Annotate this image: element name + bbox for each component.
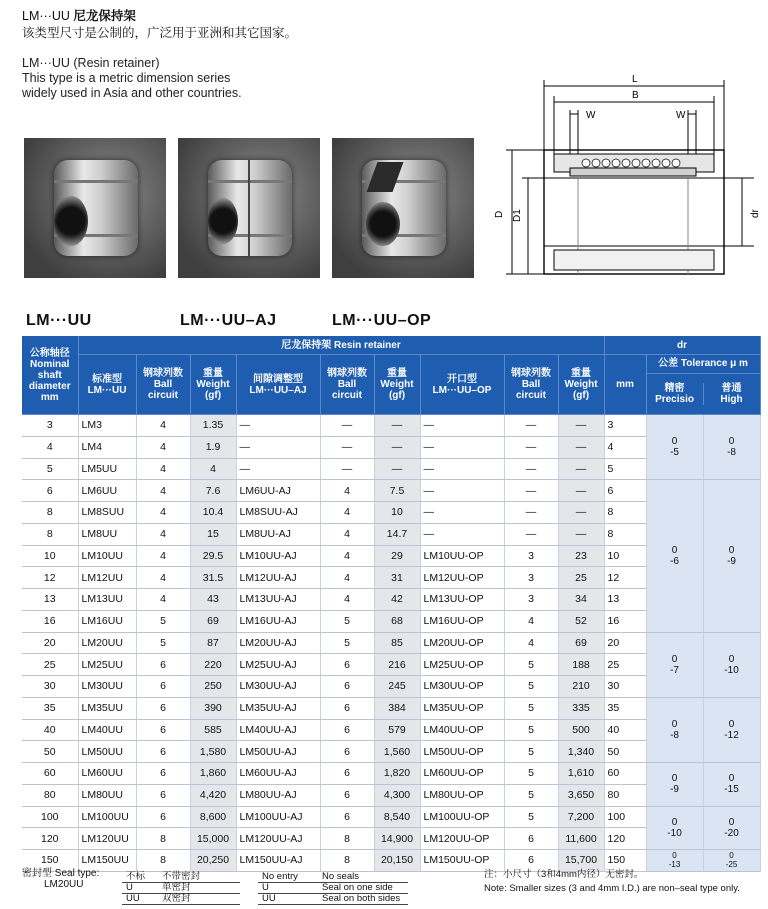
- cell: LM8UU-AJ: [236, 523, 320, 545]
- en-line-2: widely used in Asia and other countries.: [22, 86, 242, 100]
- cell: 12: [604, 567, 646, 589]
- cell: —: [420, 458, 504, 480]
- cell: 42: [374, 589, 420, 611]
- tolerance-precision: 0 -9: [646, 763, 703, 807]
- cell: 1,820: [374, 763, 420, 785]
- cell: 4: [136, 567, 190, 589]
- cell: 31.5: [190, 567, 236, 589]
- cell: 6: [136, 697, 190, 719]
- cell: 5: [22, 458, 78, 480]
- cell: —: [504, 458, 558, 480]
- cell: 245: [374, 676, 420, 698]
- cell: 6: [136, 806, 190, 828]
- cell: LM80UU-OP: [420, 784, 504, 806]
- cell: LM20UU: [78, 632, 136, 654]
- cell: 60: [22, 763, 78, 785]
- dim-dr: dr: [750, 209, 761, 218]
- dim-D1: D1: [512, 209, 523, 222]
- cell: 6: [504, 850, 558, 872]
- tolerance-precision: 0 -8: [646, 697, 703, 762]
- cell: 80: [22, 784, 78, 806]
- seal-table-en: No entry No seals U Seal on one side UU Seal on both sides: [258, 872, 408, 905]
- cell: LM25UU-OP: [420, 654, 504, 676]
- cell: 15: [190, 523, 236, 545]
- cell: LM120UU: [78, 828, 136, 850]
- cell: LM20UU-AJ: [236, 632, 320, 654]
- cell: 5: [504, 719, 558, 741]
- cell: 6: [320, 697, 374, 719]
- cell: LM150UU: [78, 850, 136, 872]
- col-shaft-diameter: 公称轴径 Nominal shaft diameter mm: [22, 336, 78, 415]
- cell: 8: [320, 850, 374, 872]
- cell: 5: [136, 610, 190, 632]
- cell: 8: [604, 523, 646, 545]
- cell: LM10UU: [78, 545, 136, 567]
- table-row: [22, 806, 760, 828]
- cell: —: [420, 523, 504, 545]
- cell: —: [420, 480, 504, 502]
- tolerance-precision: 0 -10: [646, 806, 703, 850]
- col-weight-3: 重量 Weight (gf): [558, 355, 604, 415]
- cell: —: [504, 523, 558, 545]
- cell: 5: [504, 784, 558, 806]
- cell: 8: [22, 523, 78, 545]
- cell: 6: [320, 741, 374, 763]
- cell: LM60UU: [78, 763, 136, 785]
- tolerance-high: 0 -25: [703, 850, 760, 872]
- cell: 34: [558, 589, 604, 611]
- cell: LM25UU: [78, 654, 136, 676]
- cell: 25: [558, 567, 604, 589]
- cell: 35: [604, 697, 646, 719]
- cell: LM35UU-AJ: [236, 697, 320, 719]
- cell: 384: [374, 697, 420, 719]
- dim-L: L: [632, 74, 638, 85]
- cell: 6: [136, 741, 190, 763]
- cell: 20: [604, 632, 646, 654]
- col-ball-circuit-2: 钢球列数 Ball circuit: [320, 355, 374, 415]
- dim-W-left: W: [586, 110, 596, 121]
- cell: 4: [136, 436, 190, 458]
- cell: 16: [604, 610, 646, 632]
- cell: 4: [320, 480, 374, 502]
- cell: —: [504, 480, 558, 502]
- cell: 5: [504, 676, 558, 698]
- cell: 5: [504, 763, 558, 785]
- cell: 4: [320, 545, 374, 567]
- cell: 68: [374, 610, 420, 632]
- cell: LM50UU-OP: [420, 741, 504, 763]
- cell: 6: [320, 719, 374, 741]
- cell: 120: [22, 828, 78, 850]
- cell: LM80UU-AJ: [236, 784, 320, 806]
- cell: 4: [136, 415, 190, 437]
- cell: LM16UU-AJ: [236, 610, 320, 632]
- photo-aj-bearing: [178, 138, 320, 278]
- tolerance-precision: 0 -7: [646, 632, 703, 697]
- cell: 15,000: [190, 828, 236, 850]
- cell: 216: [374, 654, 420, 676]
- cell: 500: [558, 719, 604, 741]
- cell: 10: [604, 545, 646, 567]
- cell: 5: [504, 697, 558, 719]
- cell: 100: [22, 806, 78, 828]
- cell: 1,860: [190, 763, 236, 785]
- table-row: [22, 480, 760, 502]
- cell: 35: [22, 697, 78, 719]
- cell: 60: [604, 763, 646, 785]
- cell: 5: [504, 654, 558, 676]
- cell: —: [420, 436, 504, 458]
- cell: 1.35: [190, 415, 236, 437]
- table-row: [22, 763, 760, 785]
- cell: LM30UU: [78, 676, 136, 698]
- cell: LM30UU-AJ: [236, 676, 320, 698]
- dim-W-right: W: [676, 110, 686, 121]
- cell: 4: [320, 502, 374, 524]
- col-high: 普通 High: [720, 383, 743, 405]
- header-cn: [22, 8, 297, 42]
- cell: 4: [136, 523, 190, 545]
- cell: LM25UU-AJ: [236, 654, 320, 676]
- cell: 20: [22, 632, 78, 654]
- cell: 4: [320, 523, 374, 545]
- cell: —: [420, 502, 504, 524]
- cell: 7,200: [558, 806, 604, 828]
- cell: 31: [374, 567, 420, 589]
- cell: 85: [374, 632, 420, 654]
- cell: LM12UU-OP: [420, 567, 504, 589]
- cell: 1,340: [558, 741, 604, 763]
- cell: LM40UU-OP: [420, 719, 504, 741]
- cell: 8: [22, 502, 78, 524]
- cell: 10: [22, 545, 78, 567]
- cell: 69: [190, 610, 236, 632]
- cell: 100: [604, 806, 646, 828]
- cell: 50: [604, 741, 646, 763]
- cell: 5: [320, 610, 374, 632]
- cell: 8: [136, 850, 190, 872]
- cell: 6: [136, 763, 190, 785]
- cell: 10: [374, 502, 420, 524]
- cell: 8: [136, 828, 190, 850]
- table-row: [22, 415, 760, 437]
- cell: LM12UU: [78, 567, 136, 589]
- cell: 4: [136, 480, 190, 502]
- col-tolerance: 公差 Tolerance μ m 精密 Precisio 普通 High: [646, 355, 760, 415]
- cell: —: [420, 415, 504, 437]
- cell: 8,600: [190, 806, 236, 828]
- cell: 6: [504, 828, 558, 850]
- cell: LM20UU-OP: [420, 632, 504, 654]
- footnote: [484, 868, 740, 896]
- cell: —: [320, 436, 374, 458]
- col-standard: 标准型 LM···UU: [78, 355, 136, 415]
- cell: 87: [190, 632, 236, 654]
- cell: 150: [604, 850, 646, 872]
- cell: 4: [320, 567, 374, 589]
- cell: —: [374, 415, 420, 437]
- cell: LM13UU: [78, 589, 136, 611]
- cell: 4: [22, 436, 78, 458]
- tolerance-high: 0 -15: [703, 763, 760, 807]
- tolerance-high: 0 -10: [703, 632, 760, 697]
- cell: 3,650: [558, 784, 604, 806]
- cell: LM100UU: [78, 806, 136, 828]
- cell: 40: [22, 719, 78, 741]
- cell: 6: [136, 654, 190, 676]
- tolerance-high: 0 -20: [703, 806, 760, 850]
- cell: 30: [604, 676, 646, 698]
- cell: 250: [190, 676, 236, 698]
- col-precision: 精密 Precisio: [647, 383, 704, 405]
- cell: 10.4: [190, 502, 236, 524]
- cell: LM3: [78, 415, 136, 437]
- photo-standard-bearing: [24, 138, 166, 278]
- col-ball-circuit-3: 钢球列数 Ball circuit: [504, 355, 558, 415]
- cell: LM50UU-AJ: [236, 741, 320, 763]
- seal-table-cn: 不标 不带密封 U 单密封 UU 双密封: [122, 872, 240, 905]
- cell: 579: [374, 719, 420, 741]
- cell: 6: [320, 676, 374, 698]
- cell: 4: [504, 632, 558, 654]
- cell: 585: [190, 719, 236, 741]
- dim-D: D: [494, 210, 505, 218]
- col-dr-mm: mm: [604, 355, 646, 415]
- cell: 13: [22, 589, 78, 611]
- cell: LM8SUU-AJ: [236, 502, 320, 524]
- seal-type-label: 密封型 Seal type: LM20UU: [22, 868, 100, 890]
- cell: LM16UU-OP: [420, 610, 504, 632]
- cell: 4: [604, 436, 646, 458]
- cell: 4: [190, 458, 236, 480]
- cell: —: [504, 502, 558, 524]
- cell: 3: [604, 415, 646, 437]
- cell: 6: [136, 719, 190, 741]
- cell: LM80UU: [78, 784, 136, 806]
- cell: 3: [504, 545, 558, 567]
- cell: 5: [136, 632, 190, 654]
- photo-op-bearing: [332, 138, 474, 278]
- cell: LM10UU-AJ: [236, 545, 320, 567]
- cell: LM4: [78, 436, 136, 458]
- cell: 6: [136, 676, 190, 698]
- cell: LM40UU: [78, 719, 136, 741]
- cell: 6: [136, 784, 190, 806]
- cell: LM50UU: [78, 741, 136, 763]
- cell: 7.6: [190, 480, 236, 502]
- cell: 14.7: [374, 523, 420, 545]
- cell: 6: [320, 806, 374, 828]
- cell: 40: [604, 719, 646, 741]
- cell: —: [504, 415, 558, 437]
- cell: 120: [604, 828, 646, 850]
- cell: 188: [558, 654, 604, 676]
- cell: LM100UU-OP: [420, 806, 504, 828]
- cell: LM13UU-OP: [420, 589, 504, 611]
- tolerance-precision: 0 -5: [646, 415, 703, 480]
- cell: 4: [136, 502, 190, 524]
- cell: LM35UU-OP: [420, 697, 504, 719]
- cell: 8: [320, 828, 374, 850]
- subtitle-uu: LM···UU: [26, 312, 92, 329]
- cn-title-prefix: LM···UU: [22, 9, 74, 23]
- cell: LM60UU-OP: [420, 763, 504, 785]
- cell: —: [320, 415, 374, 437]
- cell: —: [558, 480, 604, 502]
- cell: 3: [504, 589, 558, 611]
- cell: LM16UU: [78, 610, 136, 632]
- cell: LM10UU-OP: [420, 545, 504, 567]
- cell: LM150UU-OP: [420, 850, 504, 872]
- cell: —: [236, 436, 320, 458]
- col-ball-circuit-1: 钢球列数 Ball circuit: [136, 355, 190, 415]
- cell: 5: [320, 632, 374, 654]
- cell: —: [374, 436, 420, 458]
- col-group-dr: dr: [604, 336, 760, 355]
- col-weight-1: 重量 Weight (gf): [190, 355, 236, 415]
- tolerance-precision: 0 -13: [646, 850, 703, 872]
- cell: 4,300: [374, 784, 420, 806]
- tolerance-high: 0 -9: [703, 480, 760, 632]
- cell: —: [558, 523, 604, 545]
- cell: 6: [22, 480, 78, 502]
- cell: LM8UU: [78, 523, 136, 545]
- cell: 69: [558, 632, 604, 654]
- bearing-section-drawing: [492, 66, 762, 288]
- cell: 11,600: [558, 828, 604, 850]
- cell: LM35UU: [78, 697, 136, 719]
- cell: 25: [22, 654, 78, 676]
- cell: LM60UU-AJ: [236, 763, 320, 785]
- cell: 1.9: [190, 436, 236, 458]
- cell: 6: [604, 480, 646, 502]
- cell: 390: [190, 697, 236, 719]
- cell: 43: [190, 589, 236, 611]
- tolerance-high: 0 -12: [703, 697, 760, 762]
- footnote-en: Note: Smaller sizes (3 and 4mm I.D.) are non–seal type only.: [484, 883, 740, 894]
- cell: 4: [136, 458, 190, 480]
- cell: 13: [604, 589, 646, 611]
- dim-B: B: [632, 90, 639, 101]
- cell: 14,900: [374, 828, 420, 850]
- header-en: [22, 56, 242, 101]
- cell: LM6UU-AJ: [236, 480, 320, 502]
- cell: LM30UU-OP: [420, 676, 504, 698]
- cell: 6: [320, 763, 374, 785]
- cell: LM150UU-AJ: [236, 850, 320, 872]
- col-op: 开口型 LM···UU–OP: [420, 355, 504, 415]
- cell: 6: [320, 784, 374, 806]
- cell: LM40UU-AJ: [236, 719, 320, 741]
- cell: 52: [558, 610, 604, 632]
- cell: 150: [22, 850, 78, 872]
- cell: —: [504, 436, 558, 458]
- cell: —: [558, 415, 604, 437]
- cell: 7.5: [374, 480, 420, 502]
- tolerance-precision: 0 -6: [646, 480, 703, 632]
- cell: 50: [22, 741, 78, 763]
- cell: 16: [22, 610, 78, 632]
- cell: 220: [190, 654, 236, 676]
- cell: 210: [558, 676, 604, 698]
- cell: —: [320, 458, 374, 480]
- cell: 3: [504, 567, 558, 589]
- cell: LM5UU: [78, 458, 136, 480]
- cell: 29: [374, 545, 420, 567]
- cell: 8,540: [374, 806, 420, 828]
- cell: —: [236, 458, 320, 480]
- cell: 4: [136, 589, 190, 611]
- cell: 1,610: [558, 763, 604, 785]
- cell: 335: [558, 697, 604, 719]
- cell: —: [558, 502, 604, 524]
- cn-description: 该类型尺寸是公制的，广泛用于亚洲和其它国家。: [22, 26, 298, 40]
- col-aj: 间隙调整型 LM···UU–AJ: [236, 355, 320, 415]
- cell: 1,580: [190, 741, 236, 763]
- spec-table: [22, 336, 761, 872]
- cell: 29.5: [190, 545, 236, 567]
- cell: 25: [604, 654, 646, 676]
- subtitle-aj: LM···UU–AJ: [180, 312, 277, 329]
- subtitle-op: LM···UU–OP: [332, 312, 432, 329]
- en-title: LM···UU (Resin retainer): [22, 56, 160, 70]
- cell: 4: [136, 545, 190, 567]
- cell: LM13UU-AJ: [236, 589, 320, 611]
- cell: LM12UU-AJ: [236, 567, 320, 589]
- cell: 4: [320, 589, 374, 611]
- table-row: [22, 632, 760, 654]
- cell: LM6UU: [78, 480, 136, 502]
- cell: LM8SUU: [78, 502, 136, 524]
- cell: 20,250: [190, 850, 236, 872]
- en-line-1: This type is a metric dimension series: [22, 71, 231, 85]
- cell: 3: [22, 415, 78, 437]
- table-row: [22, 697, 760, 719]
- cell: LM120UU-AJ: [236, 828, 320, 850]
- cell: 1,560: [374, 741, 420, 763]
- cn-title: 尼龙保持架: [73, 9, 136, 23]
- col-group-retainer: 尼龙保持架 Resin retainer: [78, 336, 604, 355]
- cell: 6: [320, 654, 374, 676]
- cell: 4,420: [190, 784, 236, 806]
- cell: —: [558, 458, 604, 480]
- cell: —: [374, 458, 420, 480]
- cell: 5: [504, 741, 558, 763]
- cell: 15,700: [558, 850, 604, 872]
- cell: 30: [22, 676, 78, 698]
- cell: —: [236, 415, 320, 437]
- tolerance-high: 0 -8: [703, 415, 760, 480]
- cell: 5: [604, 458, 646, 480]
- cell: 80: [604, 784, 646, 806]
- cell: LM120UU-OP: [420, 828, 504, 850]
- cell: —: [558, 436, 604, 458]
- cell: 5: [504, 806, 558, 828]
- footnote-cn: 注：小尺寸（3和4mm内径）无密封。: [484, 869, 644, 880]
- cell: 23: [558, 545, 604, 567]
- cell: 20,150: [374, 850, 420, 872]
- cell: LM100UU-AJ: [236, 806, 320, 828]
- cell: 12: [22, 567, 78, 589]
- col-weight-2: 重量 Weight (gf): [374, 355, 420, 415]
- cell: 4: [504, 610, 558, 632]
- cell: 8: [604, 502, 646, 524]
